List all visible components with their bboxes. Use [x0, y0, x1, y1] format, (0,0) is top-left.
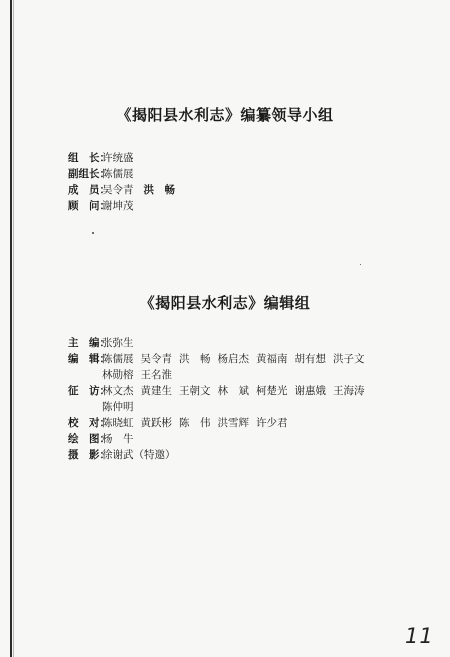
member-name: 陈儒展: [102, 168, 134, 180]
member-names: [102, 335, 432, 351]
member-name: 陈儒展: [102, 353, 134, 365]
print-speck: [92, 232, 94, 234]
member-name: 洪 畅: [143, 184, 175, 196]
role-label: 顾 问：: [68, 200, 110, 212]
member-names: [102, 447, 432, 463]
member-names: [102, 383, 432, 399]
role-label: 校 对：: [68, 417, 110, 429]
member-name: 黄福南: [256, 353, 288, 365]
member-name: 杨 牛: [102, 433, 134, 445]
editorial-group-title: 《揭阳县水利志》编辑组: [139, 294, 311, 312]
member-name: 王朝文: [179, 385, 211, 397]
member-name: 陈仲明: [102, 401, 134, 413]
print-speck: [360, 264, 361, 265]
role-label: 副组长：: [68, 168, 110, 180]
member-name: 吴令青: [140, 353, 172, 365]
member-names: [102, 399, 432, 415]
member-name: 许统盛: [102, 152, 134, 164]
member-name: 林勋榕: [102, 369, 134, 381]
member-names: [102, 182, 432, 198]
member-name: 王海涛: [333, 385, 365, 397]
handwritten-page-number: 11: [405, 624, 434, 648]
member-names: [102, 367, 432, 383]
member-names: [102, 351, 432, 367]
member-name: 林 斌: [217, 385, 249, 397]
member-name: 谢坤茂: [102, 200, 134, 212]
role-label: 主 编：: [68, 337, 110, 349]
member-name: 林文杰: [102, 385, 134, 397]
member-name: 陈 伟: [179, 417, 211, 429]
role-label: 组 长：: [68, 152, 110, 164]
role-label: 摄 影：: [68, 449, 110, 461]
role-label: 绘 图：: [68, 433, 110, 445]
member-name: 谢惠娥: [294, 385, 326, 397]
member-name: 陈晓虹: [102, 417, 134, 429]
member-name: 洪子文: [333, 353, 365, 365]
member-name: 柯楚光: [256, 385, 288, 397]
member-names: [102, 415, 432, 431]
member-name: 洪雪辉: [217, 417, 249, 429]
page-binding-edge: [10, 0, 12, 657]
role-label: 征 访：: [68, 385, 110, 397]
member-names: [102, 198, 432, 214]
member-name: 许少君: [256, 417, 288, 429]
member-names: [102, 150, 432, 166]
leadership-group-title: 《揭阳县水利志》编纂领导小组: [116, 106, 334, 124]
member-name: 吴令青: [102, 184, 134, 196]
member-name: 洪 畅: [179, 353, 211, 365]
member-name: 胡有想: [294, 353, 326, 365]
member-names: [102, 431, 432, 447]
member-name: 黄跃彬: [140, 417, 172, 429]
role-label: 成 员：: [68, 184, 110, 196]
role-label: 编 辑：: [68, 353, 110, 365]
member-name: 王名淮: [140, 369, 172, 381]
member-name: 黄建生: [140, 385, 172, 397]
page-binding-shadow: [13, 0, 14, 657]
member-names: [102, 166, 432, 182]
member-name: 杨启杰: [217, 353, 249, 365]
member-name: 张弥生: [102, 337, 134, 349]
member-name: 徐谢武（特邀）: [102, 449, 176, 461]
